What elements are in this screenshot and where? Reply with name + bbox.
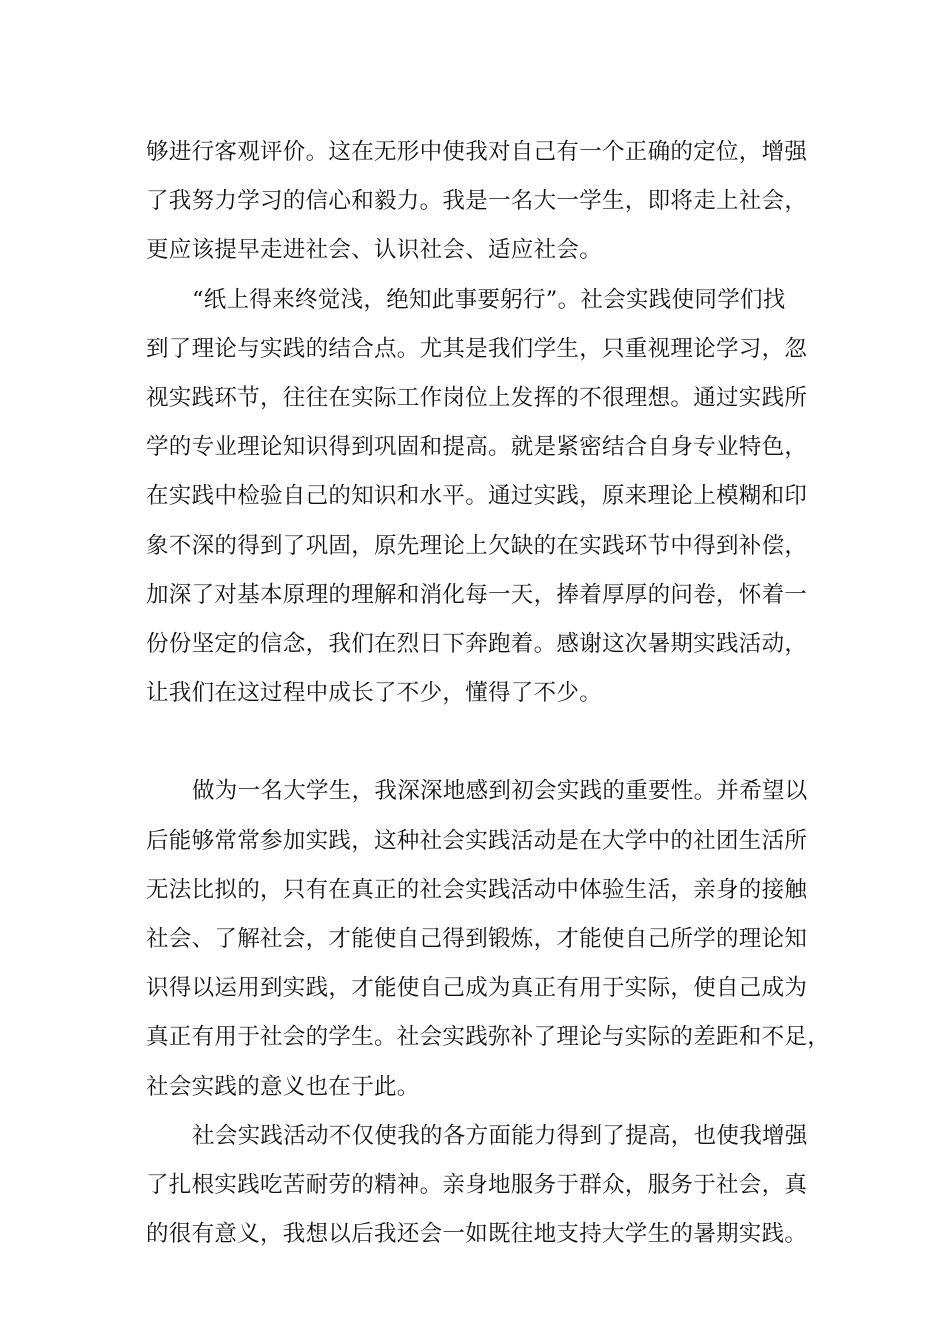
text-line: “纸上得来终觉浅，绝知此事要躬行”。社会实践使同学们找 [192,286,786,313]
text-line: 了我努力学习的信心和毅力。我是一名大一学生，即将走上社会， [146,188,808,215]
text-line: 到了理论与实践的结合点。尤其是我们学生，只重视理论学习，忽 [146,335,808,362]
text-line: 的很有意义，我想以后我还会一如既往地支持大学生的暑期实践。 [146,1221,808,1248]
text-line: 后能够常常参加实践，这种社会实践活动是在大学中的社团生活所 [146,827,808,854]
text-line: 象不深的得到了巩固，原先理论上欠缺的在实践环节中得到补偿， [146,532,808,559]
paragraph-1 [146,128,826,276]
text-line: 真正有用于社会的学生。社会实践弥补了理论与实际的差距和不足， [146,1024,831,1051]
paragraph-4 [146,1112,826,1260]
text-line: 社会、了解社会，才能使自己得到锻炼，才能使自己所学的理论知 [146,926,808,952]
text-line: 让我们在这过程中成长了不少，懂得了不少。 [146,680,603,707]
text-line: 更应该提早走进社会、认识社会、适应社会。 [146,237,603,264]
text-line: 做为一名大学生，我深深地感到初会实践的重要性。并希望以 [192,778,808,805]
text-line: 加深了对基本原理的理解和消化每一天，捧着厚厚的问卷，怀着一 [146,581,808,608]
text-line: 社会实践活动不仅使我的各方面能力得到了提高，也使我增强 [192,1122,808,1149]
text-line: 够进行客观评价。这在无形中使我对自己有一个正确的定位，增强 [146,139,808,165]
text-line: 识得以运用到实践，才能使自己成为真正有用于实际，使自己成为 [146,975,808,1002]
paragraph-2 [146,276,826,768]
text-line: 社会实践的意义也在于此。 [146,1073,420,1100]
text-line: 无法比拟的，只有在真正的社会实践活动中体验生活，亲身的接触 [146,876,808,903]
text-line: 了扎根实践吃苦耐劳的精神。亲身地服务于群众，服务于社会，真 [146,1171,808,1198]
text-line: 视实践环节，往往在实际工作岗位上发挥的不很理想。通过实践所 [146,384,808,411]
text-line [146,718,826,767]
document-body [146,128,831,1259]
text-line: 份份坚定的信念，我们在烈日下奔跑着。感谢这次暑期实践活动， [146,630,808,657]
text-line: 在实践中检验自己的知识和水平。通过实践，原来理论上模糊和印 [146,483,808,510]
text-line: 学的专业理论知识得到巩固和提高。就是紧密结合自身专业特色， [146,434,808,461]
paragraph-3 [146,767,831,1111]
